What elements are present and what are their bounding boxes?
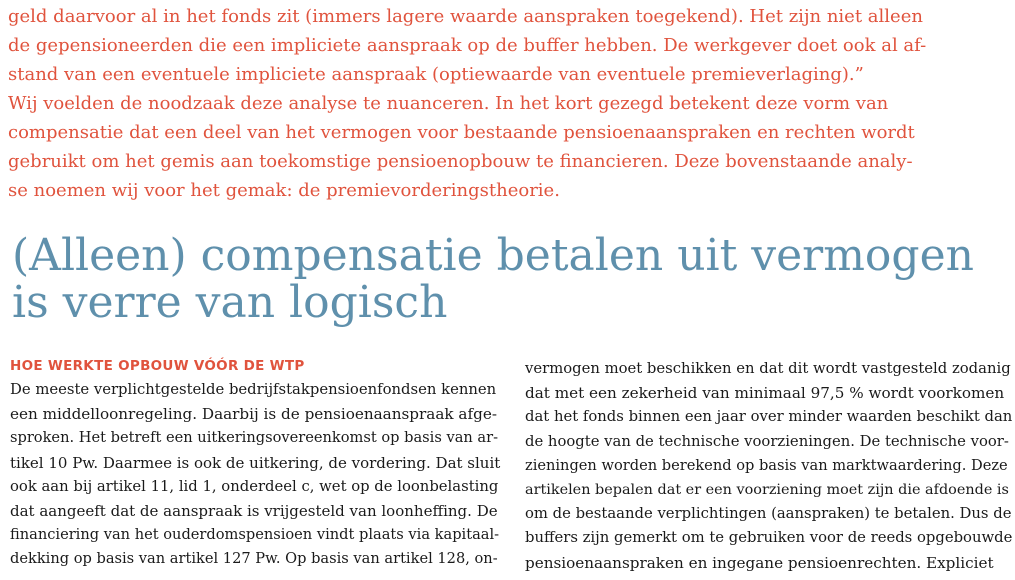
body-line: dat het fonds binnen een jaar over minder waarden beschikt dan (525, 408, 1013, 426)
body-line: De meeste verplichtgestelde bedrijfstakpensioenfondsen kennen (10, 381, 497, 398)
body-line: buffers zijn gemerkt om te gebruiken voor de reeds opgebouwde (525, 529, 1013, 547)
section-heading (12, 232, 1007, 326)
body-line: de hoogte van de technische voorzieningen. De technische voor- (525, 432, 1009, 450)
right-column (525, 357, 1013, 575)
body-line: financiering van het ouderdomspensioen vindt plaats via kapitaal- (10, 526, 500, 544)
left-column (10, 354, 500, 572)
subheading: HOE WERKTE OPBOUW VÓÓR DE WTP (10, 358, 305, 374)
body-line: artikelen bepalen dat er een voorziening moet zijn die afdoende is (525, 482, 1009, 499)
quote-line: compensatie dat een deel van het vermogen voor bestaande pensioenaanspraken en rechten wordt (8, 122, 915, 143)
quote-line: se noemen wij voor het gemak: de premievorderingstheorie. (8, 180, 560, 201)
body-line: pensioenaanspraken en ingegane pensioenrechten. Expliciet (525, 553, 994, 572)
body-line: dat aangeeft dat de aanspraak is vrijgesteld van loonheffing. De (10, 502, 498, 521)
body-line: om de bestaande verplichtingen (aanspraken) te betalen. Dus de (525, 505, 1012, 523)
quote-line: geld daarvoor al in het fonds zit (immers lagere waarde aanspraken toegekend). Het zijn niet alleen (8, 6, 923, 27)
body-line: zieningen worden berekend op basis van marktwaardering. Deze (525, 456, 1008, 474)
section-heading-line: (Alleen) compensatie betalen uit vermogen (12, 230, 974, 281)
quote-line: de gepensioneerden die een impliciete aanspraak op de buffer hebben. De werkgever doet ook al af- (8, 35, 927, 56)
quote-line: gebruikt om het gemis aan toekomstige pensioenopbouw te financieren. Deze bovenstaande analy- (8, 151, 913, 172)
body-line: dekking op basis van artikel 127 Pw. Op basis van artikel 128, on- (10, 550, 498, 568)
quote-line: Wij voelden de noodzaak deze analyse te nuanceren. In het kort gezegd betekent deze vorm van (8, 93, 889, 114)
body-line: tikel 10 Pw. Daarmee is ook de uitkering, de vordering. Dat sluit (10, 453, 501, 472)
body-line: sproken. Het betreft een uitkeringsovereenkomst op basis van ar- (10, 429, 499, 447)
body-line: dat met een zekerheid van minimaal 97,5 % wordt voorkomen (525, 384, 1005, 403)
body-line: een middelloonregeling. Daarbij is de pensioenaanspraak afge- (10, 405, 497, 424)
quote-block (8, 2, 1008, 205)
quote-line: stand van een eventuele impliciete aanspraak (optiewaarde van eventuele premieverlaging).” (8, 64, 864, 85)
body-line: ook aan bij artikel 11, lid 1, onderdeel c, wet op de loonbelasting (10, 477, 499, 495)
section-heading-line: is verre van logisch (12, 277, 448, 328)
body-line: vermogen moet beschikken en dat dit wordt vastgesteld zodanig (525, 360, 1011, 377)
